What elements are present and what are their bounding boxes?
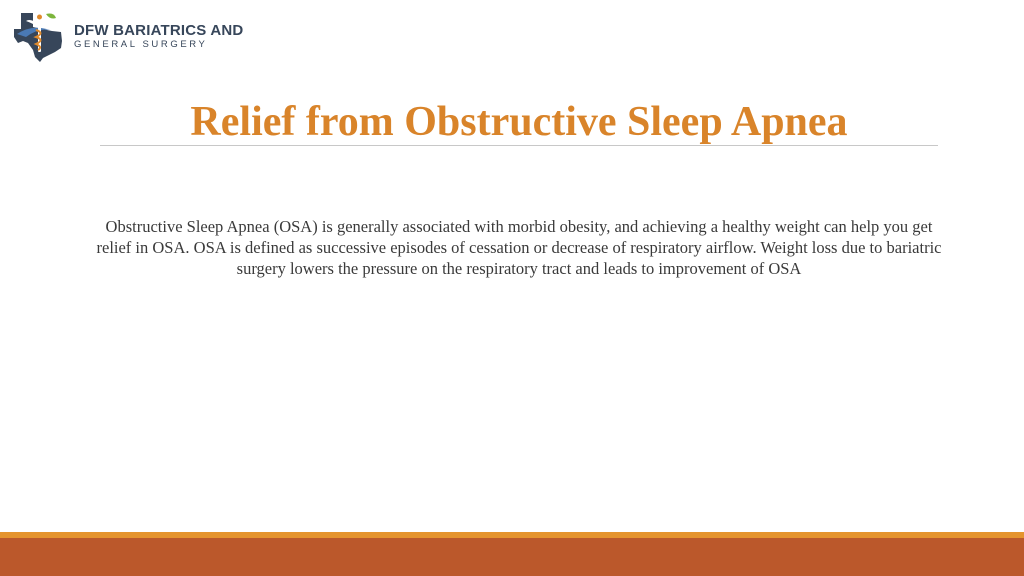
company-logo [12, 10, 243, 62]
logo-company-name: DFW BARIATRICS AND [74, 21, 244, 39]
logo-text [74, 22, 243, 51]
texas-map-caduceus-icon [12, 10, 70, 62]
title-divider [100, 145, 938, 146]
slide-body-text: Obstructive Sleep Apnea (OSA) is generally associated with morbid obesity, and achieving a healthy weight can help you get relief in OSA. OSA is defined as successive episodes of cessation or decrease of respiratory airflow. Weight loss due to bariatric surgery lowers the pressure on the respiratory tract and leads to improvement of OSA [96, 217, 942, 278]
footer-band [0, 538, 1024, 576]
slide-title: Relief from Obstructive Sleep Apnea [190, 99, 848, 145]
logo-company-subtitle: GENERAL SURGERY [74, 38, 208, 50]
